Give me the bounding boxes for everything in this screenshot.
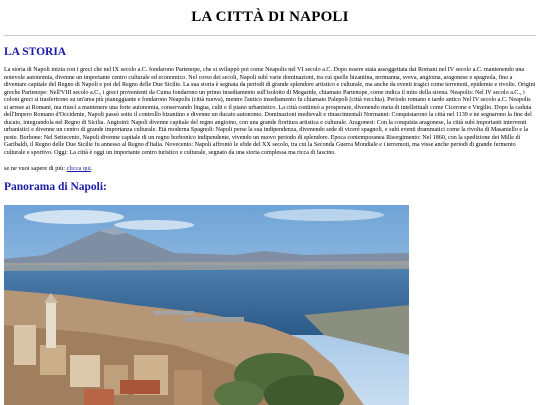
more-info-prefix: se ne vuoi sapere di più: — [4, 165, 67, 172]
more-info-line — [4, 165, 536, 173]
page — [0, 0, 540, 193]
panorama-heading: Panorama di Napoli: — [4, 181, 107, 193]
story-text: La storia di Napoli inizia con i greci che nel IX secolo a.C. fondarono Partenope, che si sviluppò poi come Neapolis nel VI secolo a.C. Dopo essere stata assoggettata dai Romani nel IV secolo a.C. mantenendo una notevole autonomia, divenne un importante centro culturale ed economico. Nel corso dei secoli, Napoli subì varie dominazioni, tra cui quelle bizantina, normanna, sveva, angioina, aragonese e spagnola, fino a diventare capitale del Regno di Napoli e poi del Regno delle Due Sicilie. La sua storia è segnata da periodi di grande splendore artistico e culturale, ma anche da eventi tragici come terremoti, epidemie e rivolte. Origini greche Partenope: Nell'VIII secolo a.C., i greci provenienti da Cuma fondarono un primo insediamento sull'isolotto di Megaride, chiamato Partenope, come indica il mito della sirena. Neapolis: Nel IV secolo a.C., i coloni greci si trasferirono su un'area più pianeggiante e fondarono Neapolis (città nuova), mentre l'antico insediamento fu chiamato Palepoli (città vecchia). Periodo romano e tardo antico Nel IV secolo a.C. Neapolis si arrese ai Romani, ma riuscì a mantenere una forte autonomia, conservando lingua, culti e il piano urbanistico. La città continuò a prosperare, divenendo meta di intellettuali come Cicerone e Virgilio. Dopo la caduta dell'Impero Romano d'Occidente, Napoli passò sotto il controllo bizantino e divenne un ducato autonomo. Dominazioni medievali e rinascimentali Normanni: Conquistarono la città nel 1139 e ne segnarono la fine del ducato, integrandola nel Regno di Sicilia. Angioini: Napoli divenne capitale del regno angioino, con una grande fioritura artistica e culturale. Aragonesi: Con la conquista aragonese, la città subì importanti interventi urbanistici e divenne un centro di grande importanza culturale. Età moderna Spagnoli: Napoli perse la sua indipendenza, divenendo sede di viceré spagnoli, e subì eventi drammatici come la rivolta di Masaniello e la peste. Borbone: Nel Settecento, Napoli divenne capitale di un regno borbonico indipendente, vivendo un nuovo periodo di splendore. Epoca contemporanea Risorgimento: Nel 1860, con la spedizione dei Mille di Garibaldi, il Regno delle Due Sicilie fu annesso al Regno d'Italia. Novecento: Napoli affrontò le sfide del XX secolo, tra cui la Seconda Guerra Mondiale e i terremoti, ma visse anche periodi di grande fermento culturale e sportivo. Oggi: La città è oggi un importante centro turistico e culturale, segnato da una storia complessa ma ricca di fascino. — [4, 67, 536, 156]
more-info-link[interactable]: clicca qui — [66, 165, 91, 172]
more-info-suffix: . — [90, 165, 93, 172]
page-title: LA CITTÀ DI NAPOLI — [191, 9, 349, 25]
panorama-image — [4, 205, 409, 405]
story-heading: LA STORIA — [4, 46, 67, 58]
title-divider — [4, 35, 536, 36]
